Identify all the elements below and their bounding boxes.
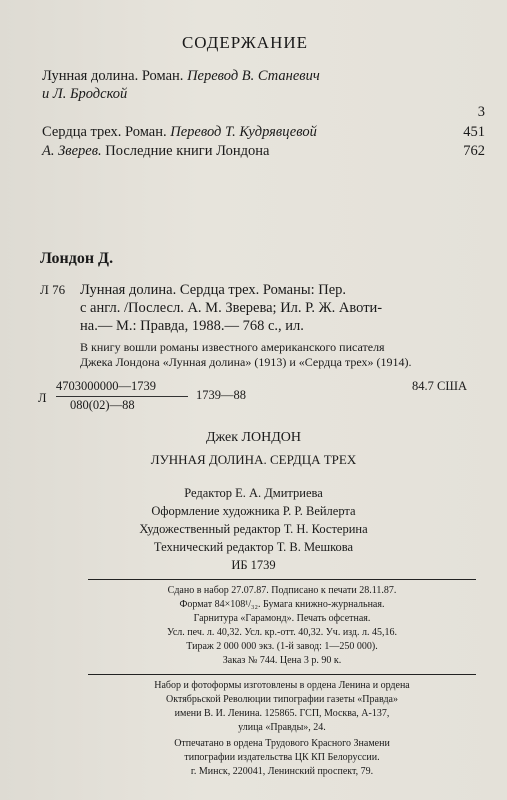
lib-numerator: 4703000000—1739: [56, 379, 156, 393]
imprint-line-5: Тираж 2 000 000 экз. (1-й завод: 1—250 000).: [186, 641, 378, 652]
catalog-author: Лондон Д.: [40, 250, 114, 267]
toc-entry-author: А. Зверев.: [42, 143, 106, 159]
catalog-annotation-line-1: В книгу вошли романы известного американского писателя: [80, 340, 385, 354]
printer-line-7: г. Минск, 220041, Ленинский проспект, 79.: [190, 766, 374, 777]
catalog-desc-line-1: Лунная долина. Сердца трех. Романы: Пер.: [80, 282, 347, 298]
toc-entry-title: Сердца трех. Роман.: [42, 124, 171, 140]
imprint-line-1: Сдано в набор 27.07.87. Подписано к печати 28.11.87.: [167, 585, 397, 596]
catalog-desc-line-3: на.— М.: Правда, 1988.— 768 с., ил.: [80, 318, 304, 334]
imprint-top-rule: [88, 579, 476, 580]
toc-page-number: 451: [463, 124, 485, 140]
credits-art-editor: Художественный редактор Т. Н. Костерина: [139, 522, 368, 536]
credits-designer: Оформление художника Р. Р. Вейлерта: [151, 504, 356, 518]
toc-entry-translator: Перевод В. Станевич: [187, 68, 320, 84]
printer-line-5: Отпечатано в ордена Трудового Красного Знамени: [174, 738, 390, 749]
toc-entry-translator-2: и Л. Бродской: [42, 86, 128, 102]
printer-line-1: Набор и фотоформы изготовлены в ордена Ленина и ордена: [154, 680, 410, 691]
printer-top-rule: [88, 674, 476, 675]
toc-entry-3: [42, 143, 269, 160]
catalog-annotation-line-2: Джека Лондона «Лунная долина» (1913) и «Сердца трех» (1914).: [80, 355, 412, 369]
toc-entry-2: [42, 124, 317, 141]
toc-entry-1: [42, 68, 320, 85]
toc-page-number: 762: [463, 143, 485, 159]
imprint-line-4: Усл. печ. л. 40,32. Усл. кр.-отт. 40,32. Уч. изд. л. 45,16.: [166, 627, 398, 638]
printer-line-3: имени В. И. Ленина. 125865. ГСП, Москва, А-137,: [174, 708, 390, 719]
toc-entry-translator: Перевод Т. Кудрявцевой: [170, 124, 317, 140]
lib-letter: Л: [38, 391, 47, 405]
imprint-line-2: Формат 84×108¹/₃₂. Бумага книжно-журнальная.: [179, 599, 385, 610]
printer-line-2: Октябрьской Революции типографии газеты «Правда»: [166, 694, 398, 705]
toc-page-number: 3: [477, 104, 485, 120]
toc-entry-title: Последние книги Лондона: [105, 143, 270, 159]
catalog-desc-line-2: с англ. /Послесл. А. М. Зверева; Ил. Р. Ж. Авоти-: [80, 300, 383, 316]
credits-editor: Редактор Е. А. Дмитриева: [184, 486, 323, 500]
printer-line-6: типографии издательства ЦК КП Белоруссии.: [184, 752, 380, 763]
toc-entry-title: Лунная долина. Роман.: [42, 68, 188, 84]
catalog-code: Л 76: [40, 282, 66, 297]
imprint-line-6: Заказ № 744. Цена 3 р. 90 к.: [222, 655, 342, 666]
credits-tech-editor: Технический редактор Т. В. Мешкова: [153, 540, 354, 554]
lib-denominator: 080(02)—88: [70, 398, 135, 412]
fraction-bar: [56, 396, 188, 397]
imprint-line-3: Гарнитура «Гарамонд». Печать офсетная.: [193, 613, 371, 624]
contents-title: СОДЕРЖАНИЕ: [181, 33, 309, 52]
credits-author: Джек ЛОНДОН: [205, 430, 302, 445]
udc-code: 84.7 США: [412, 379, 467, 393]
lib-code: 1739—88: [196, 388, 246, 402]
credits-title: ЛУННАЯ ДОЛИНА. СЕРДЦА ТРЕХ: [150, 452, 357, 467]
credits-ib: ИБ 1739: [231, 558, 276, 572]
printer-line-4: улица «Правды», 24.: [238, 722, 326, 733]
